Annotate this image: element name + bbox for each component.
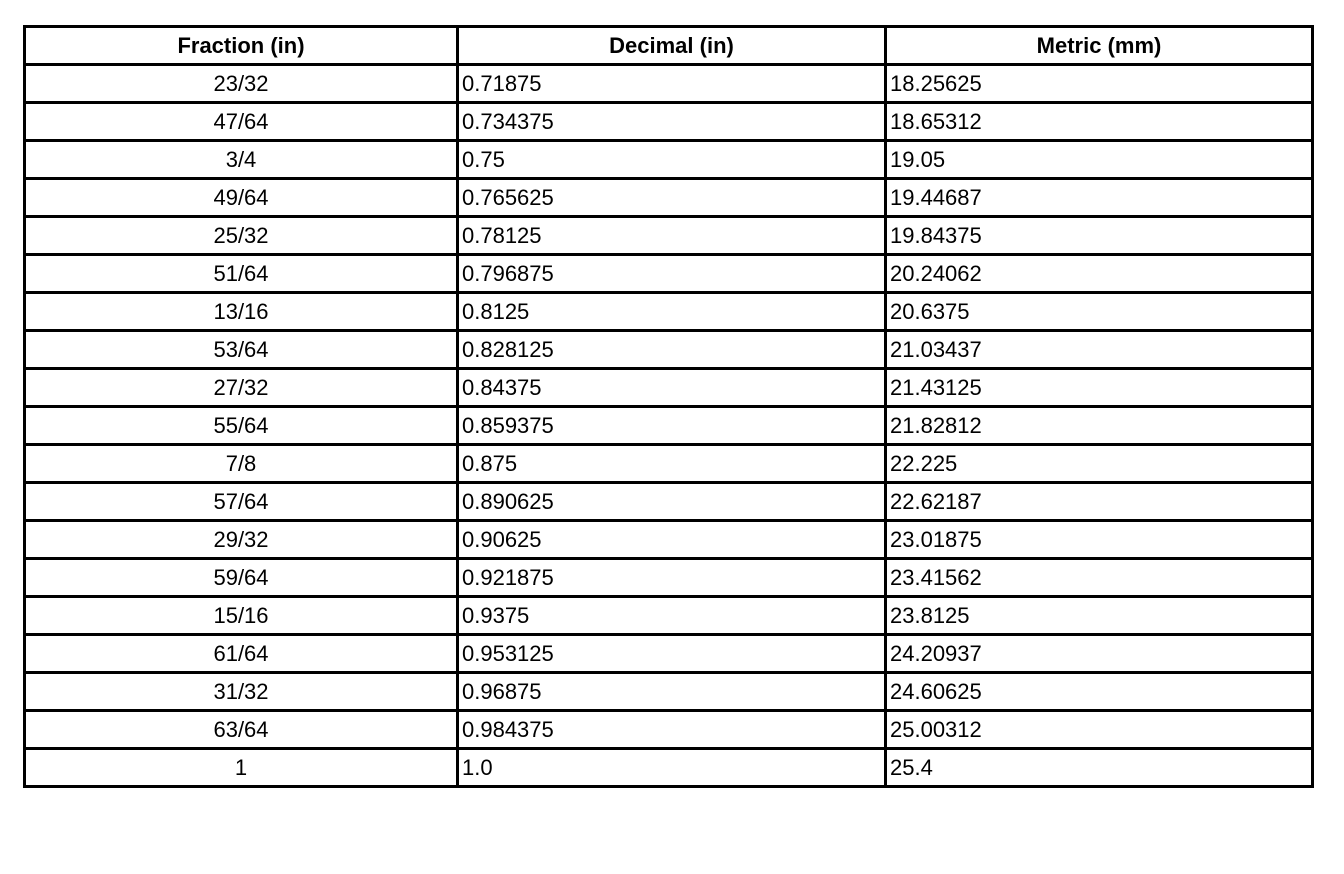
decimal-cell: 0.875 [458,445,886,483]
table-row [25,369,1313,407]
decimal-cell: 0.71875 [458,65,886,103]
decimal-cell: 0.9375 [458,597,886,635]
fraction-cell: 51/64 [25,255,458,293]
metric-cell: 25.4 [886,749,1313,787]
metric-cell: 19.84375 [886,217,1313,255]
fraction-cell: 15/16 [25,597,458,635]
decimal-cell: 0.953125 [458,635,886,673]
table-row [25,483,1313,521]
decimal-cell: 0.734375 [458,103,886,141]
header-metric: Metric (mm) [886,27,1313,65]
metric-cell: 21.82812 [886,407,1313,445]
table-row [25,103,1313,141]
table-row [25,711,1313,749]
decimal-cell: 0.796875 [458,255,886,293]
fraction-cell: 31/32 [25,673,458,711]
table-row [25,65,1313,103]
metric-cell: 19.44687 [886,179,1313,217]
table-row [25,217,1313,255]
decimal-cell: 0.765625 [458,179,886,217]
fraction-cell: 29/32 [25,521,458,559]
decimal-cell: 0.84375 [458,369,886,407]
metric-cell: 22.225 [886,445,1313,483]
table-row [25,141,1313,179]
fraction-cell: 57/64 [25,483,458,521]
table-row [25,445,1313,483]
fraction-cell: 49/64 [25,179,458,217]
fraction-cell: 59/64 [25,559,458,597]
metric-cell: 20.24062 [886,255,1313,293]
header-fraction: Fraction (in) [25,27,458,65]
metric-cell: 24.60625 [886,673,1313,711]
decimal-cell: 0.8125 [458,293,886,331]
table-row [25,635,1313,673]
table-header [25,27,1313,65]
metric-cell: 23.41562 [886,559,1313,597]
metric-cell: 19.05 [886,141,1313,179]
decimal-cell: 0.78125 [458,217,886,255]
decimal-cell: 0.890625 [458,483,886,521]
fraction-cell: 27/32 [25,369,458,407]
fraction-cell: 1 [25,749,458,787]
metric-cell: 20.6375 [886,293,1313,331]
fraction-cell: 23/32 [25,65,458,103]
table-row [25,179,1313,217]
table-row [25,673,1313,711]
table-row [25,407,1313,445]
table-row [25,749,1313,787]
metric-cell: 24.20937 [886,635,1313,673]
table-row [25,331,1313,369]
table-row [25,559,1313,597]
table-row [25,293,1313,331]
header-row [25,27,1313,65]
decimal-cell: 0.96875 [458,673,886,711]
decimal-cell: 0.859375 [458,407,886,445]
metric-cell: 23.01875 [886,521,1313,559]
decimal-cell: 0.75 [458,141,886,179]
metric-cell: 18.25625 [886,65,1313,103]
fraction-cell: 3/4 [25,141,458,179]
table-row [25,521,1313,559]
metric-cell: 23.8125 [886,597,1313,635]
fraction-cell: 25/32 [25,217,458,255]
metric-cell: 21.03437 [886,331,1313,369]
fraction-cell: 7/8 [25,445,458,483]
table-body [25,65,1313,787]
metric-cell: 25.00312 [886,711,1313,749]
decimal-cell: 1.0 [458,749,886,787]
header-decimal: Decimal (in) [458,27,886,65]
conversion-table [23,25,1314,788]
metric-cell: 22.62187 [886,483,1313,521]
fraction-cell: 55/64 [25,407,458,445]
decimal-cell: 0.921875 [458,559,886,597]
metric-cell: 21.43125 [886,369,1313,407]
table-row [25,255,1313,293]
fraction-cell: 13/16 [25,293,458,331]
fraction-cell: 47/64 [25,103,458,141]
decimal-cell: 0.984375 [458,711,886,749]
table-row [25,597,1313,635]
decimal-cell: 0.90625 [458,521,886,559]
fraction-cell: 61/64 [25,635,458,673]
decimal-cell: 0.828125 [458,331,886,369]
fraction-cell: 53/64 [25,331,458,369]
metric-cell: 18.65312 [886,103,1313,141]
fraction-cell: 63/64 [25,711,458,749]
